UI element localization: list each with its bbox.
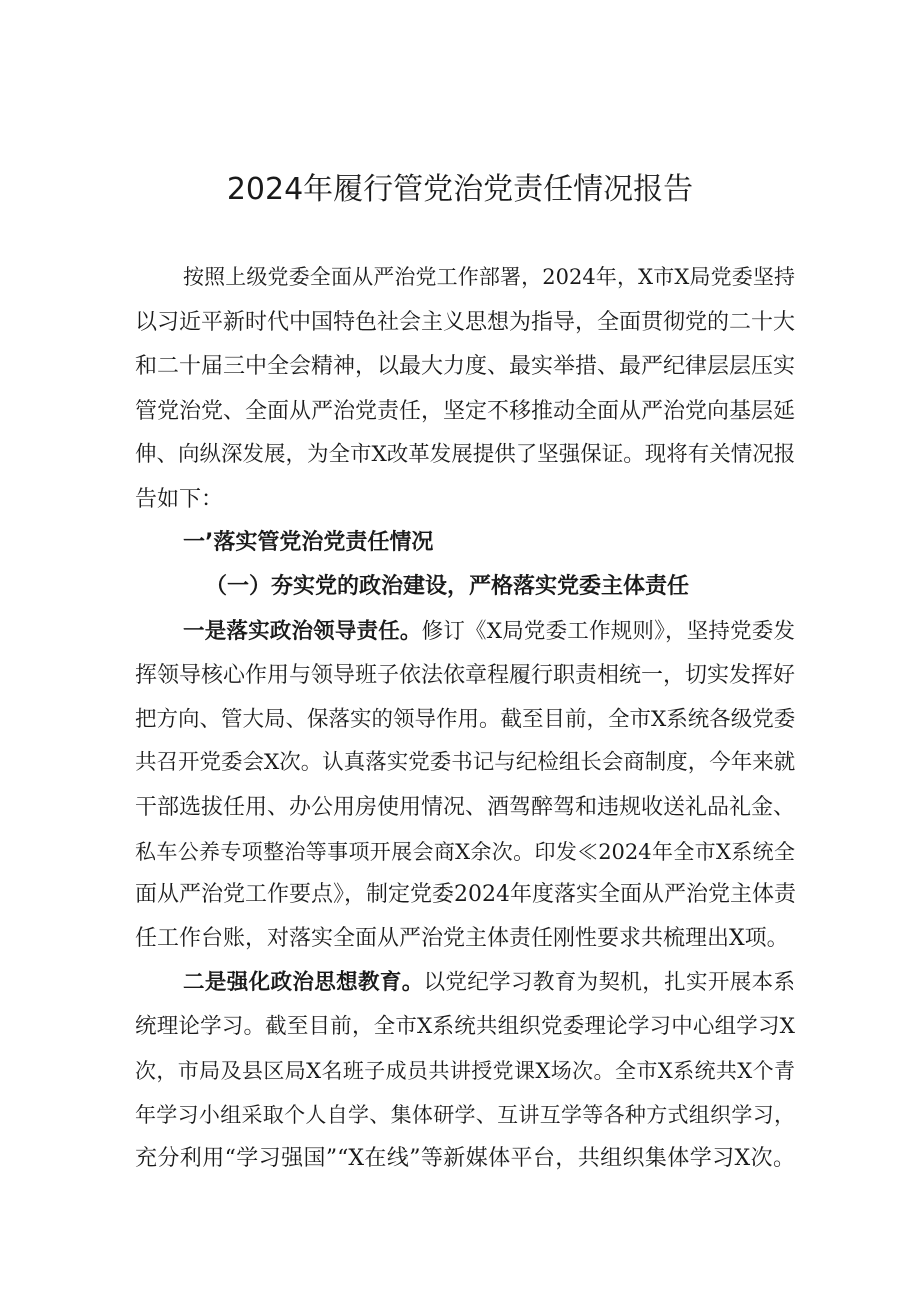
paragraph-line: 共召开党委会X次。认真落实党委书记与纪检组长会商制度，今年来就 <box>135 750 796 775</box>
intro-line: 和二十届三中全会精神，以最大力度、最实举措、最严纪律层层压实 <box>135 354 796 379</box>
paragraph-line: 干部选拔任用、办公用房使用情况、酒驾醉驾和违规收送礼品礼金、 <box>135 795 796 820</box>
subsection-heading: （一）夯实党的政治建设，严格落实党委主体责任 <box>205 574 690 599</box>
paragraph-line: 私车公养专项整治等事项开展会商X余次。印发≪2024年全市X系统全 <box>135 840 795 864</box>
paragraph-line: 任工作台账，对落实全面从严治党主体责任刚性要求共梳理出X项。 <box>135 926 789 951</box>
paragraph-line: 充分利用“学习强国”“X在线”等新媒体平台，共组织集体学习X次。 <box>135 1146 795 1171</box>
section-heading: 一’落实管党治党责任情况 <box>183 530 434 555</box>
paragraph-line: 次，市局及县区局X名班子成员共讲授党课X场次。全市X系统共X个青 <box>135 1059 795 1083</box>
paragraph-line: 统理论学习。截至目前，全市X系统共组织党委理论学习中心组学习X <box>135 1014 795 1039</box>
paragraph-text: 以党纪学习教育为契机，扎实开展本系 <box>423 970 795 995</box>
intro-line: 管党治党、全面从严治党责任，坚定不移推动全面从严治党向基层延 <box>135 399 796 424</box>
intro-line: 以习近平新时代中国特色社会主义思想为指导，全面贯彻党的二十大 <box>135 310 796 335</box>
paragraph-line <box>183 968 795 998</box>
intro-line: 按照上级党委全面从严治党工作部署，2024年，X市X局党委坚持 <box>183 265 795 289</box>
paragraph-lead: 一是落实政治领导责任。 <box>183 619 422 644</box>
paragraph-line: 挥领导核心作用与领导班子依法依章程履行职责相统一，切实发挥好 <box>135 663 796 688</box>
paragraph-line: 把方向、管大局、保落实的领导作用。截至目前，全市X系统各级党委 <box>135 707 796 732</box>
intro-line: 告如下： <box>135 487 224 512</box>
paragraph-line: 面从严治党工作要点》，制定党委2024年度落实全面从严治党主体责 <box>135 882 796 907</box>
intro-line: 伸、向纵深发展，为全市X改革发展提供了坚强保证。现将有关情况报 <box>135 442 796 467</box>
paragraph-text: 修订《X局党委工作规则》，坚持党委发 <box>421 619 795 644</box>
page-title: 2024年履行管党治党责任情况报告 <box>226 172 694 207</box>
paragraph-line <box>183 617 795 647</box>
paragraph-line: 年学习小组采取个人自学、集体研学、互讲互学等各种方式组织学习， <box>135 1103 795 1127</box>
paragraph-lead: 二是强化政治思想教育。 <box>183 970 424 995</box>
